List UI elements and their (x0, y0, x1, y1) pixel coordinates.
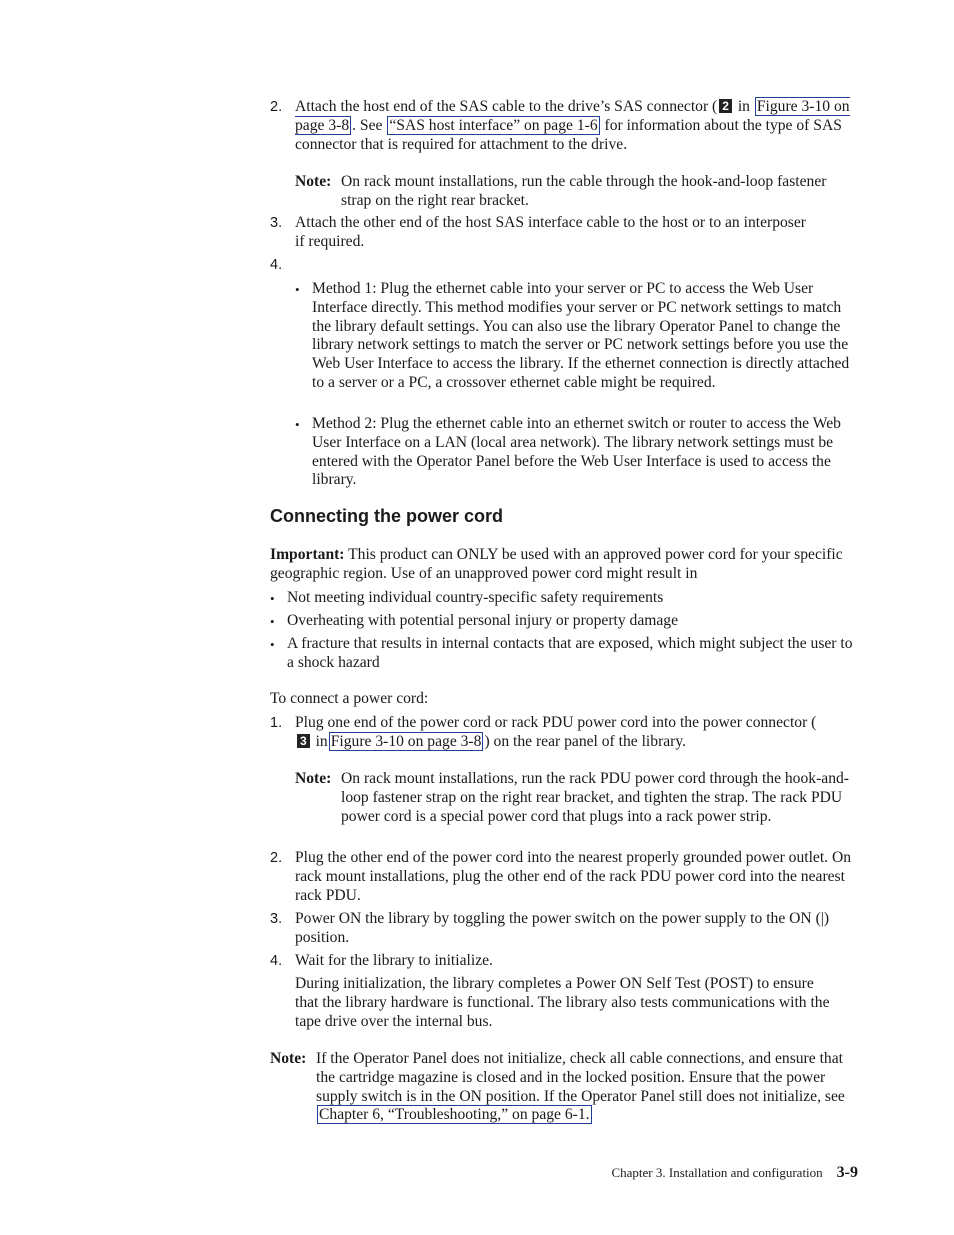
callout-3: 3 (297, 734, 310, 748)
initialization-paragraph: During initialization, the library completes a Power ON Self Test (POST) to ensure that the library hardware is functional. The library also tests communications with the tape drive over the internal bus. (295, 975, 830, 1030)
list-number: 4. (270, 953, 283, 969)
bullet-fracture: A fracture that results in internal contacts that are exposed, which might subject the user to a shock hazard (287, 635, 853, 671)
final-note: If the Operator Panel does not initialize, check all cable connections, and ensure that the cartridge magazine is closed and in the locked position. Ensure that the power supply switch is in the ON position. If the Operator Panel still does not initialize, see Chapter 6, “Troubleshooting,” on page 6-1. (316, 1050, 845, 1124)
list-number: 2. (270, 850, 283, 866)
bullet-overheating: Overheating with potential personal injury or property damage (287, 612, 679, 629)
bullet: • (295, 417, 300, 432)
step-plug-power-cord: Plug one end of the power cord or rack PDU power cord into the power connector (3 in Figure 3-10 on page 3-8 ) on the rear panel of the library. (295, 714, 817, 750)
link-figure-3-10[interactable]: Figure 3-10 on page 3-8 (295, 98, 850, 134)
link-sas-host-interface[interactable]: “SAS host interface” on page 1-6 (389, 116, 598, 134)
step-attach-other-end: Attach the other end of the host SAS interface cable to the host or to an interposer if required. (295, 214, 806, 250)
list-number: 3. (270, 215, 283, 231)
link-figure-3-10[interactable]: Figure 3-10 on page 3-8 (330, 732, 482, 750)
bullet: • (270, 637, 275, 652)
list-number: 3. (270, 911, 283, 927)
important-paragraph: Important: This product can ONLY be used with an approved power cord for your specific geographic region. Use of an unapproved power cord might result in (270, 546, 843, 582)
callout-2: 2 (719, 99, 732, 113)
note-label: Note: (295, 770, 332, 787)
bullet-method-1: Method 1: Plug the ethernet cable into your server or PC to access the Web User Interface directly. This method modifies your server or PC network settings to match the library default settings. You can also use the library Operator Panel to change the library network settings to match the server or PC network settings before you use the Web User Interface to access the library. If the ethernet connection is directly attached to a server or a PC, a crossover ethernet cable might be required. (312, 280, 850, 391)
bullet: • (295, 282, 300, 297)
page-footer (611, 1164, 858, 1182)
note-label: Note: (270, 1050, 307, 1067)
page-number: 3-9 (836, 1164, 858, 1181)
section-heading: Connecting the power cord (270, 506, 504, 526)
step-wait: Wait for the library to initialize. (295, 952, 493, 969)
footer-chapter: Chapter 3. Installation and configuration (611, 1165, 823, 1180)
step-plug-other-end: Plug the other end of the power cord into the nearest properly grounded power outlet. On rack mount installations, plug the other end of the rack PDU power cord into the nearest rack PDU. (295, 849, 852, 904)
bullet: • (270, 614, 275, 629)
step-power-on: Power ON the library by toggling the power switch on the power supply to the ON (|) position. (295, 910, 830, 946)
list-number: 2. (270, 99, 283, 115)
bullet: • (270, 591, 275, 606)
bullet-safety: Not meeting individual country-specific safety requirements (287, 589, 664, 606)
step-attach-host-sas: Attach the host end of the SAS cable to the drive’s SAS connector ( 2 in Figure 3-10 on page 3-8 . See “SAS host interface” on page 1-6 for information about the type of SAS connector that is required for attachment to the drive. (295, 98, 850, 153)
bullet-method-2: Method 2: Plug the ethernet cable into an ethernet switch or router to access the Web User Interface on a LAN (local area network). The library network settings must be entered with the Operator Panel before the Web User Interface is used to access the library. (312, 415, 841, 489)
list-number: 1. (270, 715, 283, 731)
link-chapter-6[interactable]: Chapter 6, “Troubleshooting,” on page 6-1. (319, 1106, 590, 1124)
note-text: On rack mount installations, run the cable through the hook-and-loop fastener strap on the right rear bracket. (341, 173, 827, 209)
note-label: Note: (295, 173, 332, 190)
note-text: On rack mount installations, run the rack PDU power cord through the hook-and-loop fastener strap on the right rear bracket, and tighten the strap. The rack PDU power cord is a special power cord that plugs into a rack power strip. (341, 770, 849, 825)
list-number: 4. (270, 257, 283, 273)
intro-text: To connect a power cord: (270, 690, 429, 707)
